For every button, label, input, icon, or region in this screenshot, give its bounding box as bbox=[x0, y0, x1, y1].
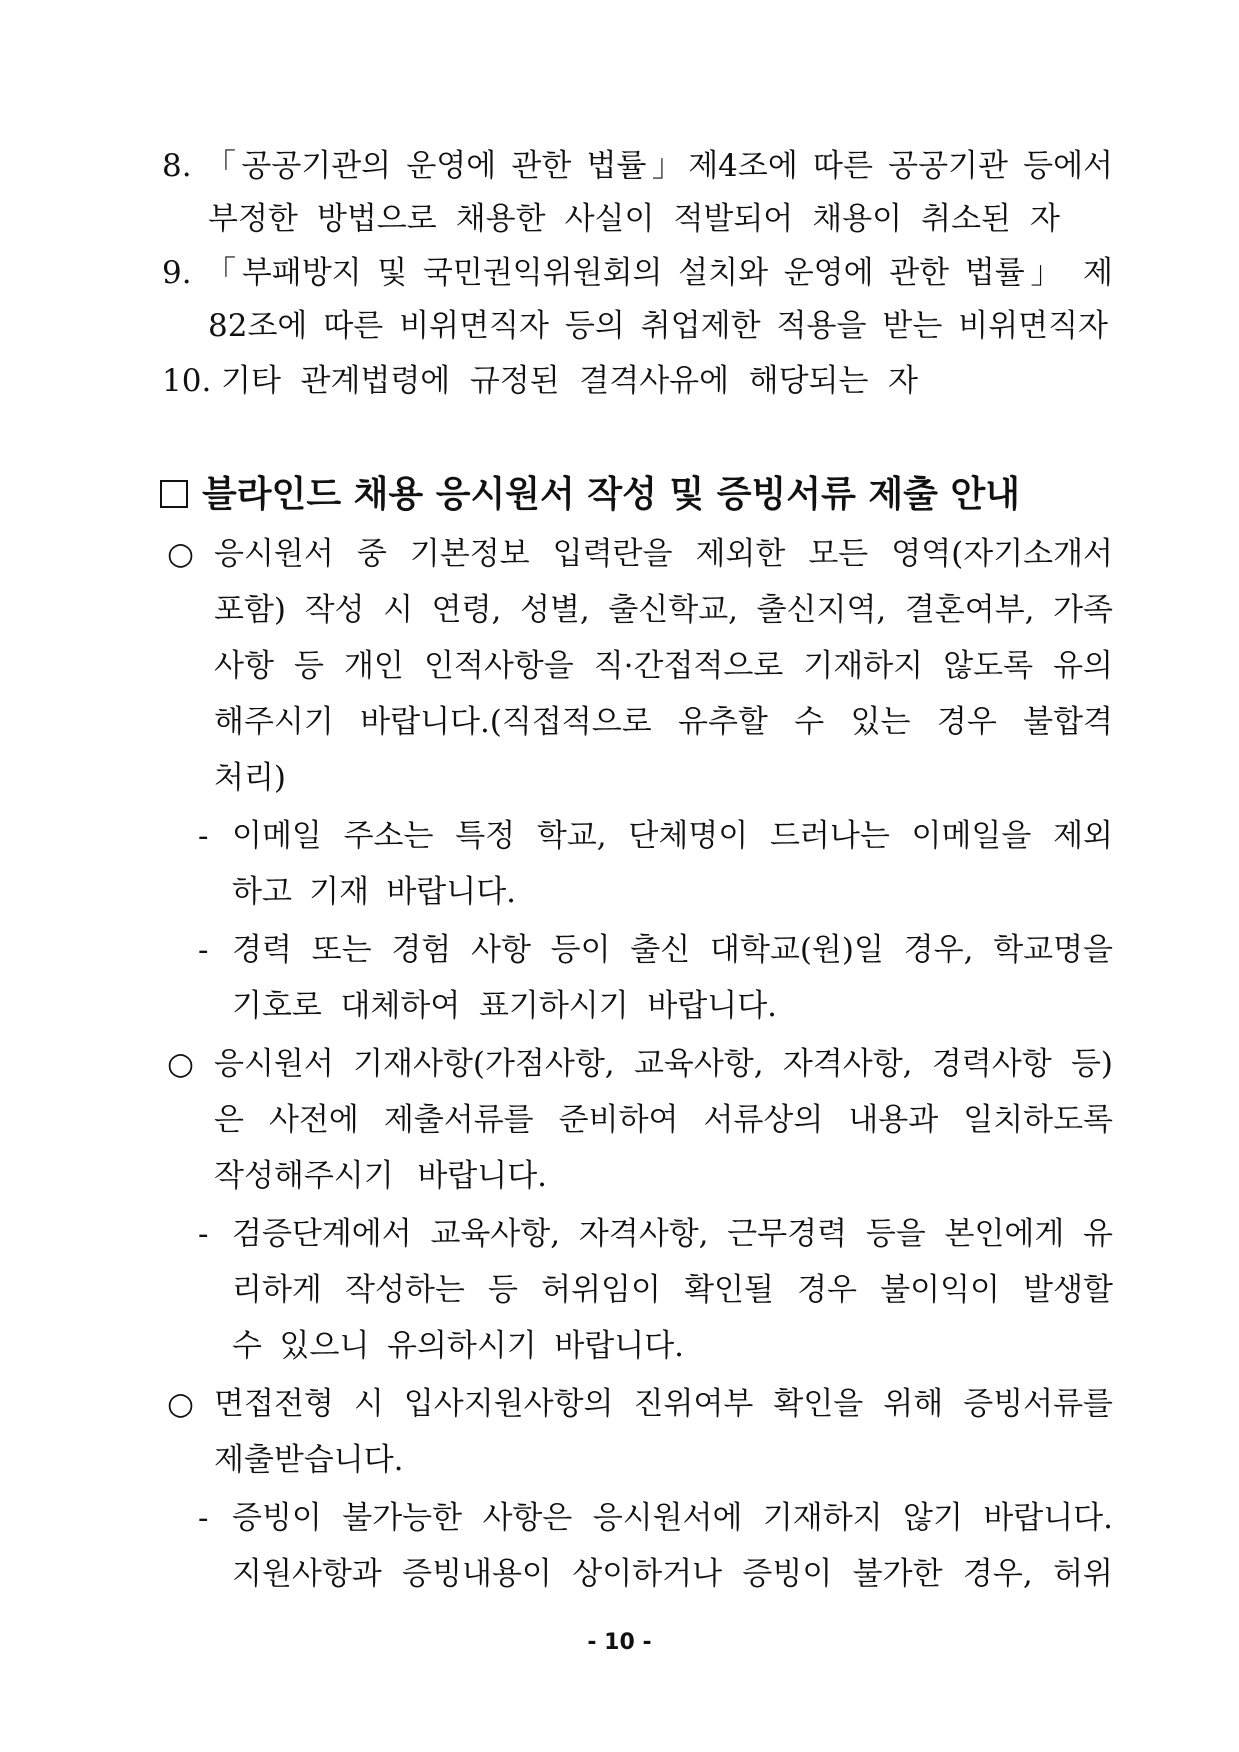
bullet-1-line-2: 포함) 작성 시 연령, 성별, 출신학교, 출신지역, 결혼여부, 가족 bbox=[214, 592, 1113, 628]
item-8-line-2: 부정한 방법으로 채용한 사실이 적발되어 채용이 취소된 자 bbox=[208, 201, 1060, 237]
sub-1-2-marker: - bbox=[198, 932, 209, 968]
item-10-number: 10. bbox=[162, 363, 212, 399]
sub-3-1-line-1: 증빙이 불가능한 사항은 응시원서에 기재하지 않기 바랍니다. bbox=[232, 1500, 1113, 1536]
item-9-number: 9. bbox=[162, 255, 192, 291]
item-9-line-1: 「부패방지 및 국민권익위원회의 설치와 운영에 관한 법률」 제 bbox=[205, 255, 1113, 291]
checkbox-square-icon bbox=[160, 480, 188, 508]
bullet-3-line-1: 면접전형 시 입사지원사항의 진위여부 확인을 위해 증빙서류를 bbox=[214, 1386, 1113, 1422]
item-9-line-2: 82조에 따른 비위면직자 등의 취업제한 적용을 받는 비위면직자 bbox=[208, 308, 1108, 344]
sub-3-1-marker: - bbox=[198, 1500, 209, 1536]
bullet-2-line-1: 응시원서 기재사항(가점사항, 교육사항, 자격사항, 경력사항 등) bbox=[214, 1046, 1113, 1082]
sub-1-2-line-2: 기호로 대체하여 표기하시기 바랍니다. bbox=[232, 988, 777, 1024]
item-8-line-1: 「공공기관의 운영에 관한 법률」제4조에 따른 공공기관 등에서 bbox=[205, 148, 1113, 184]
bullet-1-line-1: 응시원서 중 기본정보 입력란을 제외한 모든 영역(자기소개서 bbox=[214, 536, 1113, 572]
section-heading bbox=[160, 472, 1060, 518]
bullet-3-marker: ○ bbox=[167, 1386, 195, 1422]
sub-1-1-line-1: 이메일 주소는 특정 학교, 단체명이 드러나는 이메일을 제외 bbox=[232, 818, 1113, 854]
sub-2-1-line-3: 수 있으니 유의하시기 바랍니다. bbox=[232, 1328, 684, 1364]
page-number: - 10 - bbox=[587, 1630, 652, 1655]
bullet-1-line-4: 해주시기 바랍니다.(직접적으로 유추할 수 있는 경우 불합격 bbox=[214, 704, 1113, 740]
item-8-number: 8. bbox=[162, 148, 192, 184]
item-10-line-1: 기타 관계법령에 규정된 결격사유에 해당되는 자 bbox=[221, 363, 918, 399]
sub-1-2-line-1: 경력 또는 경험 사항 등이 출신 대학교(원)일 경우, 학교명을 bbox=[232, 932, 1113, 968]
bullet-1-marker: ○ bbox=[167, 536, 195, 572]
sub-2-1-marker: - bbox=[198, 1216, 209, 1252]
bullet-1-line-3: 사항 등 개인 인적사항을 직·간접적으로 기재하지 않도록 유의 bbox=[214, 648, 1113, 684]
section-title: 블라인드 채용 응시원서 작성 및 증빙서류 제출 안내 bbox=[202, 474, 1021, 515]
sub-2-1-line-1: 검증단계에서 교육사항, 자격사항, 근무경력 등을 본인에게 유 bbox=[232, 1216, 1113, 1252]
sub-1-1-line-2: 하고 기재 바랍니다. bbox=[232, 874, 516, 910]
sub-3-1-line-2: 지원사항과 증빙내용이 상이하거나 증빙이 불가한 경우, 허위 bbox=[232, 1556, 1113, 1592]
bullet-2-line-2: 은 사전에 제출서류를 준비하여 서류상의 내용과 일치하도록 bbox=[214, 1102, 1113, 1138]
sub-2-1-line-2: 리하게 작성하는 등 허위임이 확인될 경우 불이익이 발생할 bbox=[232, 1272, 1113, 1308]
bullet-1-line-5: 처리) bbox=[214, 760, 286, 796]
sub-1-1-marker: - bbox=[198, 818, 209, 854]
bullet-2-marker: ○ bbox=[167, 1046, 195, 1082]
bullet-3-line-2: 제출받습니다. bbox=[214, 1442, 404, 1478]
bullet-2-line-3: 작성해주시기 바랍니다. bbox=[214, 1158, 547, 1194]
